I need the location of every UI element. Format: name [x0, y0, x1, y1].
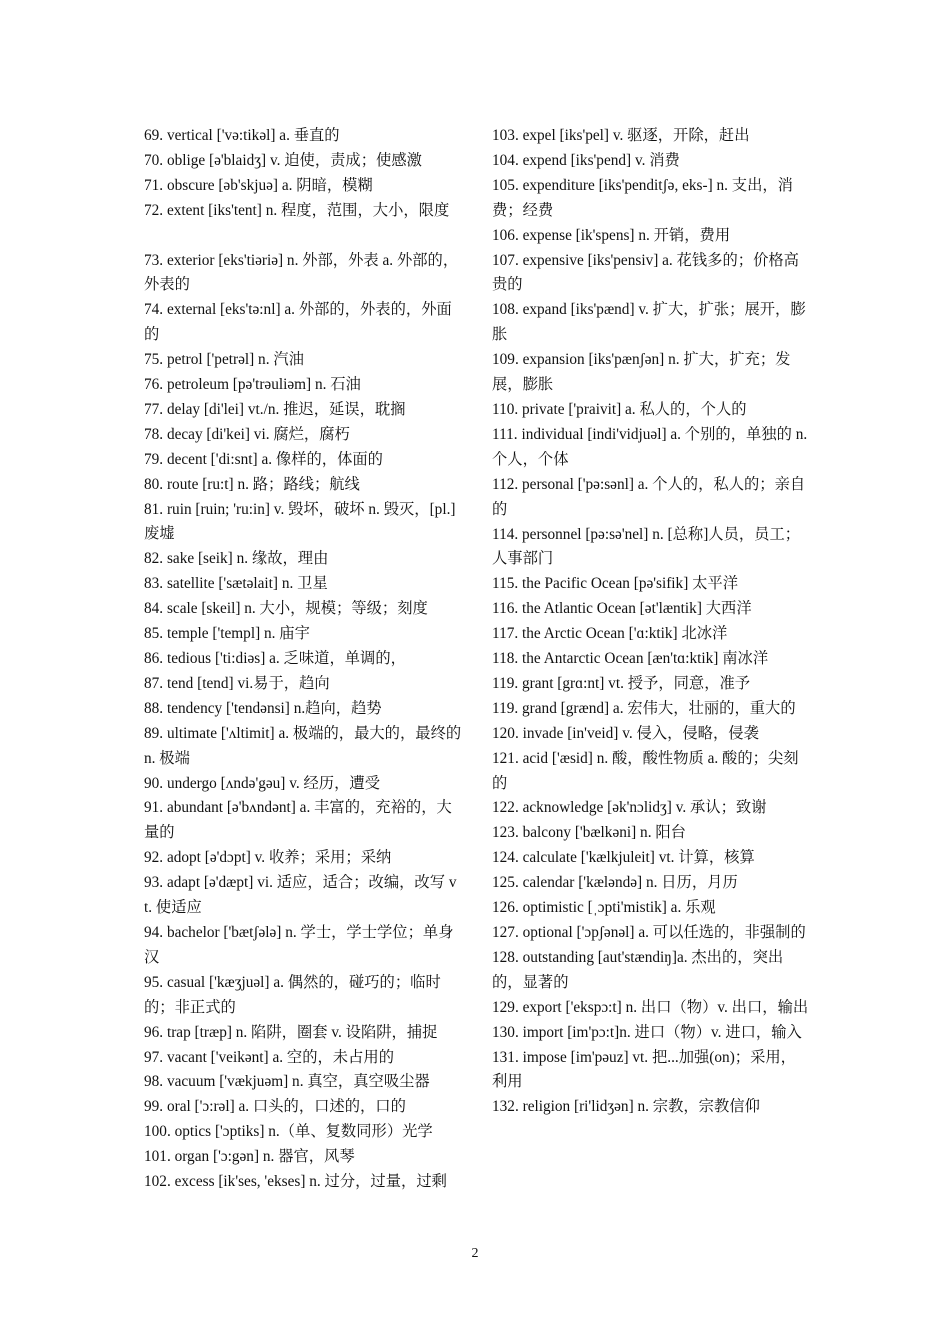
vocab-entry: 111. individual [indi'vidjuəl] a. 个别的，单独的 n. 个人，个体	[492, 425, 808, 468]
vocab-entry: 128. outstanding [aut'stændiŋ]a. 杰出的，突出的，显著的	[492, 948, 784, 991]
vocab-entry: 100. optics ['ɔptiks] n.（单、复数同形）光学	[144, 1123, 433, 1141]
vocab-entry: 75. petrol ['petrəl] n. 汽油	[144, 351, 304, 369]
vocab-entry: 84. scale [skeil] n. 大小，规模；等级；刻度	[144, 600, 428, 618]
vocab-entry: 97. vacant ['veikənt] a. 空的，未占用的	[144, 1048, 394, 1066]
vocab-entry: 120. invade [in'veid] v. 侵入，侵略，侵袭	[492, 724, 759, 742]
vocab-entry: 114. personnel [pə:sə'nel] n. [总称]人员，员工；人事部门	[492, 525, 801, 568]
vocab-entry: 86. tedious ['ti:diəs] a. 乏味道，单调的，	[144, 650, 406, 668]
vocab-entry: 81. ruin [ruin; 'ru:in] v. 毁坏，破坏 n. 毁灭，[pl.]废墟	[144, 500, 456, 543]
vocab-entry: 131. impose [im'pəuz] vt. 把...加强(on)；采用，利用	[492, 1048, 796, 1091]
vocab-entry: 129. export ['ekspɔ:t] n. 出口（物）v. 出口，输出	[492, 998, 809, 1016]
vocab-entry: 119. grant [grɑ:nt] vt. 授予，同意，准予	[492, 674, 751, 692]
vocab-entry: 71. obscure [əb'skjuə] a. 阴暗，模糊	[144, 176, 373, 194]
vocab-entry: 101. organ ['ɔ:gən] n. 器官，风琴	[144, 1148, 355, 1166]
vocab-entry: 121. acid ['æsid] n. 酸，酸性物质 a. 酸的；尖刻的	[492, 749, 799, 792]
vocab-entry: 117. the Arctic Ocean ['ɑ:ktik] 北冰洋	[492, 625, 728, 643]
vocab-entry: 132. religion [ri'lidʒən] n. 宗教，宗教信仰	[492, 1098, 760, 1116]
vocab-entry: 92. adopt [ə'dɔpt] v. 收养；采用；采纳	[144, 849, 392, 867]
vocab-entry: 110. private ['praivit] a. 私人的，个人的	[492, 400, 747, 418]
vocab-entry: 106. expense [ik'spens] n. 开销，费用	[492, 226, 731, 244]
vocab-entry: 104. expend [iks'pend] v. 消费	[492, 151, 680, 169]
vocab-entry: 94. bachelor ['bætʃələ] n. 学士，学士学位；单身汉	[144, 923, 454, 966]
vocab-entry: 116. the Atlantic Ocean [ət'læntik] 大西洋	[492, 600, 752, 618]
vocab-entry: 87. tend [tend] vi.易于，趋向	[144, 674, 330, 692]
vocab-entry: 74. external [eks'tə:nl] a. 外部的，外表的，外面的	[144, 301, 452, 344]
left-column	[144, 124, 462, 1195]
vocab-entry: 124. calculate ['kælkjuleit] vt. 计算，核算	[492, 849, 755, 867]
vocab-entry: 90. undergo [ʌndə'gəu] v. 经历，遭受	[144, 774, 380, 792]
vocab-entry: 118. the Antarctic Ocean [æn'tɑ:ktik] 南冰洋	[492, 650, 769, 668]
vocab-entry: 85. temple ['templ] n. 庙宇	[144, 625, 310, 643]
vocab-entry: 88. tendency ['tendənsi] n.趋向，趋势	[144, 699, 382, 717]
vocab-entry: 112. personal ['pə:sənl] a. 个人的，私人的；亲自的	[492, 475, 806, 518]
vocab-entry: 105. expenditure [iks'penditʃə, eks-] n. 支出，消费；经费	[492, 176, 793, 219]
vocab-entry: 108. expand [iks'pænd] v. 扩大，扩张；展开，膨胀	[492, 301, 806, 344]
vocab-entry: 72. extent [iks'tent] n. 程度，范围，大小，限度	[144, 201, 450, 219]
vocab-entry: 99. oral ['ɔ:rəl] a. 口头的，口述的，口的	[144, 1098, 406, 1116]
vocab-entry: 119. grand [grænd] a. 宏伟大，壮丽的，重大的	[492, 699, 796, 717]
vocab-entry: 73. exterior [eks'tiəriə] n. 外部，外表 a. 外部的，外表的	[144, 251, 459, 294]
vocab-entry: 98. vacuum ['vækjuəm] n. 真空，真空吸尘器	[144, 1073, 430, 1091]
vocab-entry: 70. oblige [ə'blaidʒ] v. 迫使，责成；使感激	[144, 151, 422, 169]
page-number: 2	[471, 1246, 479, 1261]
vocab-entry: 95. casual ['kæʒjuəl] a. 偶然的，碰巧的；临时的；非正式的	[144, 973, 441, 1016]
vocab-entry: 130. import [im'pɔ:t]n. 进口（物）v. 进口，输入	[492, 1023, 802, 1041]
vocab-entry: 93. adapt [ə'dæpt] vi. 适应，适合；改编，改写 vt. 使适应	[144, 874, 457, 917]
vocab-entry: 89. ultimate ['ʌltimit] a. 极端的，最大的，最终的 n. 极端	[144, 724, 462, 767]
vocab-entry: 102. excess [ik'ses, 'ekses] n. 过分，过量，过剩	[144, 1173, 447, 1191]
vocab-entry: 115. the Pacific Ocean [pə'sifik] 太平洋	[492, 575, 739, 593]
vocab-entry: 109. expansion [iks'pænʃən] n. 扩大，扩充；发展，膨胀	[492, 351, 791, 394]
vocab-entry: 77. delay [di'lei] vt./n. 推迟，延误，耽搁	[144, 400, 406, 418]
vocab-entry: 127. optional ['ɔpʃənəl] a. 可以任选的，非强制的	[492, 924, 806, 941]
vocab-entry: 79. decent ['di:snt] a. 像样的，体面的	[144, 450, 383, 468]
vocab-entry: 82. sake [seik] n. 缘故，理由	[144, 550, 329, 568]
right-column	[492, 124, 810, 1120]
vocab-entry: 78. decay [di'kei] vi. 腐烂，腐朽	[144, 425, 350, 443]
vocab-entry: 107. expensive [iks'pensiv] a. 花钱多的；价格高贵的	[492, 251, 799, 294]
vocab-entry: 122. acknowledge [ək'nɔlidʒ] v. 承认；致谢	[492, 799, 767, 817]
vocab-entry: 91. abundant [ə'bʌndənt] a. 丰富的，充裕的，大量的	[144, 799, 452, 842]
vocab-entry: 103. expel [iks'pel] v. 驱逐，开除，赶出	[492, 127, 750, 144]
vocab-entry: 123. balcony ['bælkəni] n. 阳台	[492, 824, 686, 842]
vocab-entry: 126. optimistic [ˌɔpti'mistik] a. 乐观	[492, 899, 716, 917]
blank-line	[144, 224, 462, 249]
vocab-entry: 69. vertical ['və:tikəl] a. 垂直的	[144, 127, 340, 144]
vocab-entry: 83. satellite ['sætəlait] n. 卫星	[144, 575, 328, 593]
vocab-entry: 125. calendar ['kæləndə] n. 日历，月历	[492, 874, 738, 892]
vocab-entry: 76. petroleum [pə'trəuliəm] n. 石油	[144, 376, 361, 394]
vocab-entry: 80. route [ru:t] n. 路；路线；航线	[144, 475, 360, 493]
vocab-entry: 96. trap [træp] n. 陷阱，圈套 v. 设陷阱，捕捉	[144, 1023, 438, 1041]
